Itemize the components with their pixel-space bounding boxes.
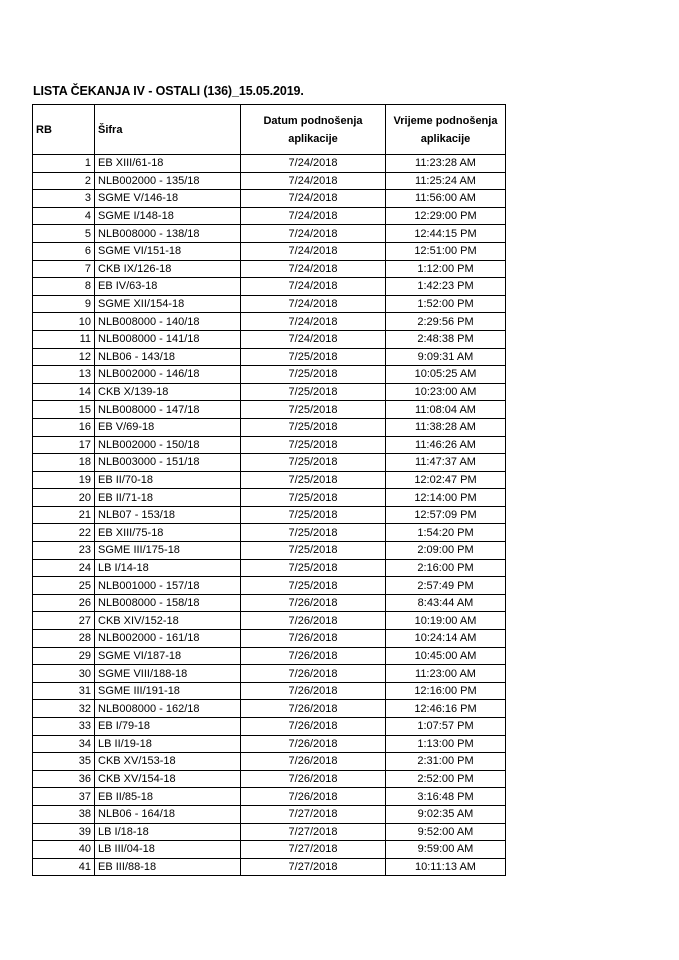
cell-vrijeme: 12:51:00 PM: [386, 242, 506, 260]
table-row: [33, 542, 506, 560]
cell-vrijeme: 10:11:13 AM: [386, 858, 506, 876]
table-row: [33, 295, 506, 313]
cell-vrijeme: 12:02:47 PM: [386, 471, 506, 489]
waiting-list-table: [32, 104, 506, 876]
cell-vrijeme: 10:24:14 AM: [386, 630, 506, 648]
cell-sifra: SGME XII/154-18: [95, 295, 241, 313]
cell-rb: 2: [33, 172, 95, 190]
cell-vrijeme: 2:29:56 PM: [386, 313, 506, 331]
table-row: [33, 788, 506, 806]
cell-datum: 7/25/2018: [241, 489, 386, 507]
cell-rb: 24: [33, 559, 95, 577]
cell-vrijeme: 2:57:49 PM: [386, 577, 506, 595]
cell-vrijeme: 2:09:00 PM: [386, 542, 506, 560]
cell-vrijeme: 9:09:31 AM: [386, 348, 506, 366]
cell-rb: 23: [33, 542, 95, 560]
cell-rb: 37: [33, 788, 95, 806]
cell-rb: 4: [33, 207, 95, 225]
cell-sifra: CKB IX/126-18: [95, 260, 241, 278]
cell-datum: 7/26/2018: [241, 665, 386, 683]
cell-datum: 7/26/2018: [241, 594, 386, 612]
table-row: [33, 612, 506, 630]
table-row: [33, 841, 506, 859]
table-row: [33, 225, 506, 243]
cell-vrijeme: 12:44:15 PM: [386, 225, 506, 243]
cell-vrijeme: 11:25:24 AM: [386, 172, 506, 190]
cell-datum: 7/25/2018: [241, 436, 386, 454]
table-row: [33, 594, 506, 612]
cell-rb: 30: [33, 665, 95, 683]
table-row: [33, 330, 506, 348]
cell-vrijeme: 1:13:00 PM: [386, 735, 506, 753]
cell-sifra: LB I/18-18: [95, 823, 241, 841]
cell-datum: 7/25/2018: [241, 383, 386, 401]
table-row: [33, 207, 506, 225]
cell-rb: 3: [33, 190, 95, 208]
cell-rb: 14: [33, 383, 95, 401]
cell-datum: 7/27/2018: [241, 841, 386, 859]
table-row: [33, 559, 506, 577]
table-row: [33, 366, 506, 384]
cell-rb: 25: [33, 577, 95, 595]
table-row: [33, 735, 506, 753]
cell-rb: 28: [33, 630, 95, 648]
cell-sifra: NLB06 - 164/18: [95, 805, 241, 823]
cell-datum: 7/26/2018: [241, 770, 386, 788]
cell-vrijeme: 2:31:00 PM: [386, 753, 506, 771]
cell-datum: 7/25/2018: [241, 506, 386, 524]
cell-datum: 7/26/2018: [241, 753, 386, 771]
cell-sifra: CKB X/139-18: [95, 383, 241, 401]
cell-rb: 27: [33, 612, 95, 630]
cell-datum: 7/25/2018: [241, 348, 386, 366]
cell-datum: 7/24/2018: [241, 260, 386, 278]
cell-sifra: NLB008000 - 141/18: [95, 330, 241, 348]
cell-vrijeme: 9:59:00 AM: [386, 841, 506, 859]
cell-rb: 7: [33, 260, 95, 278]
table-row: [33, 190, 506, 208]
cell-datum: 7/25/2018: [241, 542, 386, 560]
cell-rb: 34: [33, 735, 95, 753]
cell-rb: 41: [33, 858, 95, 876]
cell-datum: 7/24/2018: [241, 190, 386, 208]
cell-vrijeme: 12:29:00 PM: [386, 207, 506, 225]
column-header-sifra: Šifra: [95, 105, 241, 155]
cell-rb: 32: [33, 700, 95, 718]
cell-datum: 7/25/2018: [241, 454, 386, 472]
column-header-datum: Datum podnošenja aplikacije: [241, 105, 386, 155]
table-row: [33, 718, 506, 736]
cell-sifra: SGME VIII/188-18: [95, 665, 241, 683]
cell-vrijeme: 12:14:00 PM: [386, 489, 506, 507]
cell-rb: 13: [33, 366, 95, 384]
cell-vrijeme: 12:46:16 PM: [386, 700, 506, 718]
cell-datum: 7/27/2018: [241, 858, 386, 876]
cell-datum: 7/27/2018: [241, 805, 386, 823]
table-row: [33, 348, 506, 366]
cell-vrijeme: 12:57:09 PM: [386, 506, 506, 524]
table-row: [33, 489, 506, 507]
cell-datum: 7/26/2018: [241, 735, 386, 753]
cell-sifra: NLB008000 - 147/18: [95, 401, 241, 419]
cell-sifra: SGME VI/151-18: [95, 242, 241, 260]
cell-sifra: NLB002000 - 161/18: [95, 630, 241, 648]
cell-vrijeme: 1:07:57 PM: [386, 718, 506, 736]
cell-rb: 19: [33, 471, 95, 489]
cell-rb: 20: [33, 489, 95, 507]
cell-rb: 35: [33, 753, 95, 771]
cell-vrijeme: 2:52:00 PM: [386, 770, 506, 788]
cell-vrijeme: 2:48:38 PM: [386, 330, 506, 348]
cell-rb: 18: [33, 454, 95, 472]
cell-vrijeme: 9:52:00 AM: [386, 823, 506, 841]
cell-rb: 9: [33, 295, 95, 313]
cell-sifra: NLB003000 - 151/18: [95, 454, 241, 472]
table-row: [33, 242, 506, 260]
cell-sifra: SGME I/148-18: [95, 207, 241, 225]
cell-vrijeme: 11:23:00 AM: [386, 665, 506, 683]
cell-rb: 40: [33, 841, 95, 859]
table-row: [33, 278, 506, 296]
table-row: [33, 524, 506, 542]
cell-rb: 8: [33, 278, 95, 296]
table-row: [33, 418, 506, 436]
cell-datum: 7/25/2018: [241, 524, 386, 542]
cell-sifra: EB II/70-18: [95, 471, 241, 489]
cell-rb: 39: [33, 823, 95, 841]
cell-sifra: EB I/79-18: [95, 718, 241, 736]
cell-vrijeme: 11:38:28 AM: [386, 418, 506, 436]
table-row: [33, 770, 506, 788]
cell-sifra: LB III/04-18: [95, 841, 241, 859]
cell-datum: 7/24/2018: [241, 330, 386, 348]
cell-rb: 29: [33, 647, 95, 665]
cell-datum: 7/26/2018: [241, 718, 386, 736]
cell-sifra: EB XIII/75-18: [95, 524, 241, 542]
cell-sifra: EB II/85-18: [95, 788, 241, 806]
cell-sifra: EB XIII/61-18: [95, 155, 241, 173]
cell-rb: 11: [33, 330, 95, 348]
cell-sifra: NLB008000 - 162/18: [95, 700, 241, 718]
table-row: [33, 506, 506, 524]
cell-datum: 7/26/2018: [241, 682, 386, 700]
cell-vrijeme: 9:02:35 AM: [386, 805, 506, 823]
document-title: LISTA ČEKANJA IV - OSTALI (136)_15.05.2019.: [33, 84, 304, 98]
table-row: [33, 436, 506, 454]
column-header-rb: RB: [33, 105, 95, 155]
cell-sifra: NLB06 - 143/18: [95, 348, 241, 366]
cell-vrijeme: 11:56:00 AM: [386, 190, 506, 208]
cell-datum: 7/25/2018: [241, 559, 386, 577]
table-row: [33, 665, 506, 683]
table-row: [33, 260, 506, 278]
cell-vrijeme: 1:52:00 PM: [386, 295, 506, 313]
cell-datum: 7/24/2018: [241, 278, 386, 296]
cell-vrijeme: 10:23:00 AM: [386, 383, 506, 401]
table-header-row: [33, 105, 506, 155]
cell-sifra: CKB XV/154-18: [95, 770, 241, 788]
cell-datum: 7/24/2018: [241, 313, 386, 331]
cell-vrijeme: 3:16:48 PM: [386, 788, 506, 806]
cell-datum: 7/26/2018: [241, 630, 386, 648]
cell-sifra: CKB XV/153-18: [95, 753, 241, 771]
cell-sifra: NLB008000 - 140/18: [95, 313, 241, 331]
cell-sifra: LB I/14-18: [95, 559, 241, 577]
cell-rb: 15: [33, 401, 95, 419]
cell-sifra: EB II/71-18: [95, 489, 241, 507]
cell-datum: 7/25/2018: [241, 401, 386, 419]
cell-datum: 7/25/2018: [241, 471, 386, 489]
cell-datum: 7/25/2018: [241, 366, 386, 384]
cell-sifra: NLB001000 - 157/18: [95, 577, 241, 595]
cell-vrijeme: 8:43:44 AM: [386, 594, 506, 612]
cell-datum: 7/24/2018: [241, 242, 386, 260]
cell-rb: 16: [33, 418, 95, 436]
cell-sifra: CKB XIV/152-18: [95, 612, 241, 630]
cell-sifra: NLB07 - 153/18: [95, 506, 241, 524]
cell-sifra: SGME III/191-18: [95, 682, 241, 700]
table-row: [33, 858, 506, 876]
cell-datum: 7/24/2018: [241, 295, 386, 313]
cell-datum: 7/25/2018: [241, 418, 386, 436]
cell-vrijeme: 1:54:20 PM: [386, 524, 506, 542]
table-row: [33, 753, 506, 771]
cell-datum: 7/24/2018: [241, 207, 386, 225]
cell-vrijeme: 10:19:00 AM: [386, 612, 506, 630]
cell-rb: 10: [33, 313, 95, 331]
cell-datum: 7/26/2018: [241, 700, 386, 718]
table-row: [33, 313, 506, 331]
cell-rb: 26: [33, 594, 95, 612]
cell-datum: 7/27/2018: [241, 823, 386, 841]
cell-rb: 31: [33, 682, 95, 700]
table-row: [33, 471, 506, 489]
cell-rb: 5: [33, 225, 95, 243]
cell-datum: 7/26/2018: [241, 788, 386, 806]
cell-vrijeme: 12:16:00 PM: [386, 682, 506, 700]
table-body: [33, 155, 506, 876]
cell-datum: 7/26/2018: [241, 612, 386, 630]
table-row: [33, 700, 506, 718]
cell-rb: 33: [33, 718, 95, 736]
table-row: [33, 682, 506, 700]
cell-datum: 7/24/2018: [241, 172, 386, 190]
cell-vrijeme: 10:05:25 AM: [386, 366, 506, 384]
cell-rb: 17: [33, 436, 95, 454]
cell-sifra: NLB008000 - 138/18: [95, 225, 241, 243]
cell-sifra: NLB002000 - 135/18: [95, 172, 241, 190]
cell-sifra: NLB008000 - 158/18: [95, 594, 241, 612]
cell-vrijeme: 11:08:04 AM: [386, 401, 506, 419]
cell-datum: 7/24/2018: [241, 225, 386, 243]
cell-sifra: LB II/19-18: [95, 735, 241, 753]
cell-vrijeme: 1:42:23 PM: [386, 278, 506, 296]
cell-sifra: SGME III/175-18: [95, 542, 241, 560]
table-row: [33, 805, 506, 823]
cell-rb: 38: [33, 805, 95, 823]
cell-sifra: NLB002000 - 150/18: [95, 436, 241, 454]
cell-rb: 21: [33, 506, 95, 524]
cell-sifra: EB IV/63-18: [95, 278, 241, 296]
cell-rb: 6: [33, 242, 95, 260]
cell-sifra: SGME V/146-18: [95, 190, 241, 208]
cell-vrijeme: 10:45:00 AM: [386, 647, 506, 665]
table-row: [33, 647, 506, 665]
cell-vrijeme: 1:12:00 PM: [386, 260, 506, 278]
cell-datum: 7/25/2018: [241, 577, 386, 595]
cell-sifra: EB III/88-18: [95, 858, 241, 876]
cell-sifra: EB V/69-18: [95, 418, 241, 436]
table-row: [33, 630, 506, 648]
cell-rb: 22: [33, 524, 95, 542]
cell-rb: 36: [33, 770, 95, 788]
cell-rb: 1: [33, 155, 95, 173]
cell-datum: 7/24/2018: [241, 155, 386, 173]
cell-sifra: SGME VI/187-18: [95, 647, 241, 665]
table-row: [33, 383, 506, 401]
cell-rb: 12: [33, 348, 95, 366]
table-row: [33, 454, 506, 472]
table-row: [33, 155, 506, 173]
cell-vrijeme: 11:47:37 AM: [386, 454, 506, 472]
cell-vrijeme: 2:16:00 PM: [386, 559, 506, 577]
table-row: [33, 401, 506, 419]
table-row: [33, 577, 506, 595]
table-row: [33, 172, 506, 190]
cell-vrijeme: 11:46:26 AM: [386, 436, 506, 454]
cell-sifra: NLB002000 - 146/18: [95, 366, 241, 384]
cell-vrijeme: 11:23:28 AM: [386, 155, 506, 173]
table-row: [33, 823, 506, 841]
cell-datum: 7/26/2018: [241, 647, 386, 665]
column-header-vrijeme: Vrijeme podnošenja aplikacije: [386, 105, 506, 155]
